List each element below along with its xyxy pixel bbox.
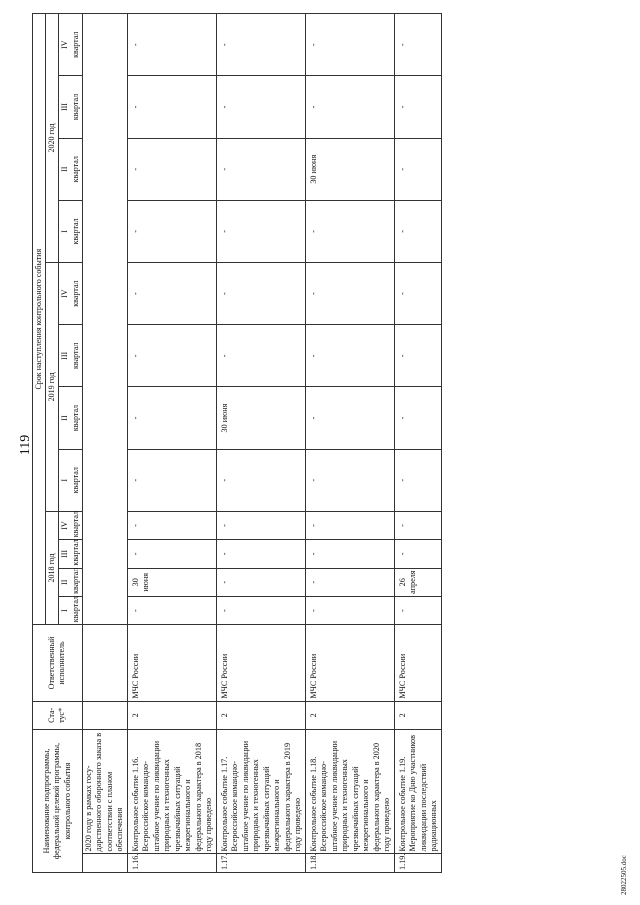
control-events-table bbox=[32, 13, 442, 873]
quarter-label: квартал bbox=[70, 93, 80, 121]
quarter-number: III bbox=[60, 103, 70, 112]
deadline-cell: - bbox=[216, 325, 305, 387]
deadline-cell: - bbox=[305, 76, 394, 138]
deadline-cell: - bbox=[216, 14, 305, 76]
header-name: Наименование подпрограммы, федеральной целевой программы, контрольного события bbox=[33, 730, 83, 873]
executor-value: МЧС России bbox=[216, 625, 305, 701]
deadline-cell: - bbox=[127, 76, 216, 138]
quarter-number: IV bbox=[60, 40, 70, 49]
row-number: 1.17. bbox=[216, 854, 305, 873]
deadline-cell: 30 июня bbox=[216, 387, 305, 449]
row-number: 1.16. bbox=[127, 854, 216, 873]
intro-num bbox=[82, 854, 127, 873]
quarter-number: II bbox=[60, 415, 70, 421]
deadline-cell: - bbox=[394, 14, 441, 76]
row-number: 1.18. bbox=[305, 854, 394, 873]
executor-value: МЧС России bbox=[305, 625, 394, 701]
status-value: 2 bbox=[305, 701, 394, 729]
header-row-1 bbox=[33, 14, 46, 873]
deadline-cell: - bbox=[305, 14, 394, 76]
quarter-number: III bbox=[60, 549, 70, 558]
header-quarter bbox=[59, 14, 82, 76]
deadline-cell: 30 июня bbox=[305, 138, 394, 200]
quarter-label: квартал bbox=[70, 156, 80, 183]
header-quarter bbox=[59, 138, 82, 200]
deadline-cell: - bbox=[127, 263, 216, 325]
header-quarter bbox=[59, 568, 82, 596]
quarter-label: квартал bbox=[70, 404, 80, 432]
quarter-label: квартал bbox=[70, 31, 80, 58]
header-executor: Ответственный исполнитель bbox=[33, 625, 83, 701]
header-quarter bbox=[59, 325, 82, 387]
status-value: 2 bbox=[127, 701, 216, 729]
header-quarter bbox=[59, 511, 82, 539]
deadline-cell: - bbox=[394, 76, 441, 138]
deadline-cell: - bbox=[127, 596, 216, 624]
header-year-2020: 2020 год bbox=[46, 14, 59, 263]
deadline-cell: - bbox=[305, 325, 394, 387]
quarter-label: квартал bbox=[70, 342, 80, 369]
footer-doc-code: 28022505.doc bbox=[620, 855, 628, 895]
header-quarter bbox=[59, 263, 82, 325]
event-name: Контрольное событие 1.17. Всероссийское командно-штабное учение по ликвидации природных и техногенных чрезвычайных ситуаций межрегионального и федерального характера в 2019 году проведено bbox=[216, 730, 305, 854]
deadline-cell: - bbox=[127, 14, 216, 76]
header-deadline: Срок наступления контрольного события bbox=[33, 14, 46, 625]
header-quarter bbox=[59, 449, 82, 511]
deadline-cell: - bbox=[216, 511, 305, 539]
event-name: Контрольное событие 1.18. Всероссийское командно-штабное учение по ликвидации природных и техногенных чрезвычайных ситуаций межрегионального и федерального характера в 2020 году проведено bbox=[305, 730, 394, 854]
quarter-number: I bbox=[60, 609, 70, 612]
status-value: 2 bbox=[216, 701, 305, 729]
quarter-number: I bbox=[60, 230, 70, 233]
intro-deadline bbox=[82, 14, 127, 625]
executor-value: МЧС России bbox=[394, 625, 441, 701]
header-quarter bbox=[59, 76, 82, 138]
table-row bbox=[127, 14, 216, 873]
header-quarter bbox=[59, 540, 82, 568]
deadline-cell: - bbox=[394, 596, 441, 624]
intro-text: 2020 году в рамках госу-дарственного оборонного заказа в соответствии с планом обеспечения bbox=[82, 730, 127, 854]
status-value: 2 bbox=[394, 701, 441, 729]
deadline-cell: 30 июня bbox=[127, 568, 216, 596]
quarter-number: IV bbox=[60, 289, 70, 298]
deadline-cell: - bbox=[305, 387, 394, 449]
deadline-cell: - bbox=[216, 76, 305, 138]
header-year-2019: 2019 год bbox=[46, 263, 59, 512]
deadline-cell: - bbox=[127, 325, 216, 387]
deadline-cell: - bbox=[127, 138, 216, 200]
deadline-cell: - bbox=[305, 511, 394, 539]
deadline-cell: - bbox=[305, 263, 394, 325]
deadline-cell: - bbox=[394, 263, 441, 325]
deadline-cell: - bbox=[394, 325, 441, 387]
deadline-cell: - bbox=[216, 596, 305, 624]
deadline-cell: - bbox=[216, 568, 305, 596]
header-status: Ста-тус* bbox=[33, 701, 83, 729]
deadline-cell: - bbox=[394, 511, 441, 539]
intro-row bbox=[82, 14, 127, 873]
header-quarter bbox=[59, 596, 82, 624]
deadline-cell: - bbox=[305, 596, 394, 624]
table-row bbox=[216, 14, 305, 873]
intro-status bbox=[82, 701, 127, 729]
quarter-label: квартал bbox=[70, 567, 80, 594]
quarter-label: квартал bbox=[70, 539, 80, 566]
event-name: Контрольное событие 1.16. Всероссийское командно-штабное учение по ликвидации природных и техногенных чрезвычайных ситуаций межрегионального и федерального характера в 2018 году проведено bbox=[127, 730, 216, 854]
deadline-cell: - bbox=[127, 540, 216, 568]
table-row bbox=[305, 14, 394, 873]
intro-executor bbox=[82, 625, 127, 701]
quarter-label: квартал bbox=[70, 280, 80, 307]
deadline-cell: - bbox=[216, 263, 305, 325]
deadline-cell: - bbox=[216, 449, 305, 511]
deadline-cell: - bbox=[127, 511, 216, 539]
deadline-cell: 26 апреля bbox=[394, 568, 441, 596]
deadline-cell: - bbox=[394, 387, 441, 449]
header-quarter bbox=[59, 200, 82, 262]
event-name: Контрольное событие 1.19. Мероприятие ко Дню участников ликвидации последствий радиационных bbox=[394, 730, 441, 854]
deadline-cell: - bbox=[216, 200, 305, 262]
quarter-number: III bbox=[60, 351, 70, 360]
table-row bbox=[394, 14, 441, 873]
deadline-cell: - bbox=[127, 200, 216, 262]
deadline-cell: - bbox=[394, 200, 441, 262]
quarter-label: квартал bbox=[70, 596, 80, 623]
header-year-2018: 2018 год bbox=[46, 511, 59, 624]
deadline-cell: - bbox=[394, 540, 441, 568]
quarter-number: IV bbox=[60, 521, 70, 530]
deadline-cell: - bbox=[216, 138, 305, 200]
deadline-cell: - bbox=[305, 449, 394, 511]
deadline-cell: - bbox=[394, 449, 441, 511]
deadline-cell: - bbox=[216, 540, 305, 568]
row-number: 1.19. bbox=[394, 854, 441, 873]
deadline-cell: - bbox=[127, 449, 216, 511]
header-quarter bbox=[59, 387, 82, 449]
quarter-label: квартал bbox=[70, 218, 80, 245]
deadline-cell: - bbox=[127, 387, 216, 449]
deadline-cell: - bbox=[305, 200, 394, 262]
quarter-number: I bbox=[60, 478, 70, 482]
deadline-cell: - bbox=[305, 540, 394, 568]
table-body bbox=[33, 14, 442, 873]
page-number: 119 bbox=[18, 434, 33, 456]
deadline-cell: - bbox=[394, 138, 441, 200]
quarter-number: II bbox=[60, 579, 70, 585]
quarter-label: квартал bbox=[70, 510, 80, 538]
executor-value: МЧС России bbox=[127, 625, 216, 701]
quarter-label: квартал bbox=[70, 467, 80, 494]
deadline-cell: - bbox=[305, 568, 394, 596]
quarter-number: II bbox=[60, 166, 70, 172]
